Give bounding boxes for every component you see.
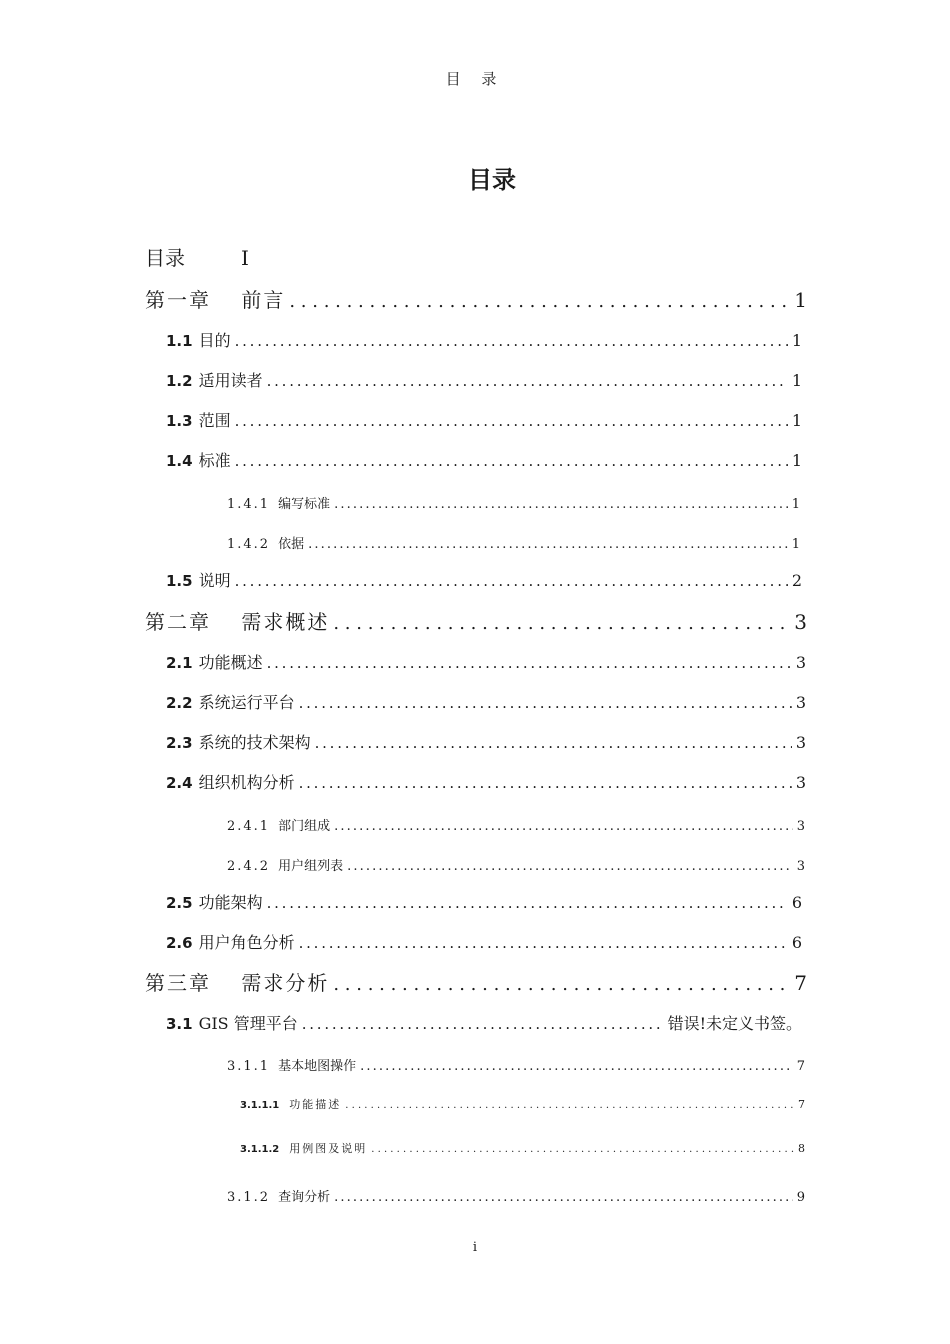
- toc-leader-dots: [235, 572, 788, 590]
- toc-entry-1-4-1[interactable]: [227, 493, 800, 513]
- toc-leader-dots: [334, 497, 788, 512]
- toc-entry-3-1-1[interactable]: [227, 1055, 805, 1075]
- toc-entry-text: 系统运行平台: [198, 693, 295, 712]
- toc-entry-text: 功能架构: [198, 893, 263, 912]
- toc-entry-page: 1: [791, 371, 802, 390]
- toc-entry-page: 3: [796, 819, 805, 834]
- toc-entry-text: 编写标准: [278, 497, 331, 512]
- toc-entry-number: 2.4.1: [227, 819, 271, 834]
- toc-entry-page: 2: [791, 571, 802, 590]
- toc-entry-number: 1.4.1: [227, 497, 271, 512]
- toc-entry-page: 1: [791, 497, 800, 512]
- toc-entry-text: 依据: [278, 537, 305, 552]
- toc-entry-page: 6: [791, 893, 802, 912]
- toc-entry-1-4[interactable]: [166, 448, 802, 472]
- toc-entry-2-1[interactable]: [166, 650, 806, 674]
- toc-leader-dots: [299, 774, 792, 792]
- toc-entry-text: 功能描述: [289, 1098, 342, 1111]
- toc-entry-number: 2.1: [166, 654, 193, 672]
- toc-entry-page: 3: [795, 773, 806, 792]
- toc-entry-text: 基本地图操作: [278, 1059, 357, 1074]
- toc-entry-2-4-1[interactable]: [227, 815, 805, 835]
- toc-entry-2-4-2[interactable]: [227, 855, 805, 875]
- toc-entry-1-3[interactable]: [166, 408, 802, 432]
- toc-entry-3-1-1-1[interactable]: [240, 1096, 805, 1114]
- toc-entry-text: 标准: [198, 451, 231, 470]
- toc-entry-3-1-2[interactable]: [227, 1186, 805, 1206]
- toc-entry-text: 第三章 需求分析: [145, 971, 330, 995]
- toc-leader-dots: [360, 1059, 793, 1074]
- toc-entry-2-2[interactable]: [166, 690, 806, 714]
- toc-entry-page: 6: [791, 933, 802, 952]
- toc-entry-text: 组织机构分析: [198, 773, 295, 792]
- toc-leader-dots: [308, 537, 788, 552]
- toc-entry-number: 2.4.2: [227, 859, 271, 874]
- toc-entry-page: 1: [791, 411, 802, 430]
- toc-entry-text: 部门组成: [278, 819, 331, 834]
- toc-entry-number: 2.2: [166, 694, 193, 712]
- toc-entry-page: 3: [795, 653, 806, 672]
- toc-entry-page: 8: [798, 1142, 805, 1155]
- toc-entry-text: 第一章 前言: [145, 288, 286, 312]
- toc-entry-1-1[interactable]: [166, 328, 802, 352]
- toc-entry-page: 1: [791, 537, 800, 552]
- toc-leader-dots: [333, 613, 790, 634]
- toc-entry-2-5[interactable]: [166, 890, 802, 914]
- toc-entry-2-6[interactable]: [166, 930, 802, 954]
- toc-entry-page: 1: [794, 288, 807, 312]
- toc-entry-number: 3.1: [166, 1015, 193, 1033]
- toc-entry-page: 3: [794, 610, 807, 634]
- toc-entry-page: 7: [796, 1059, 805, 1074]
- toc-entry-page: 1: [791, 331, 802, 350]
- toc-entry-number: 1.4: [166, 452, 193, 470]
- toc-entry-text: 目的: [198, 331, 231, 350]
- toc-entry-page: 3: [795, 693, 806, 712]
- toc-entry-number: 2.4: [166, 774, 193, 792]
- toc-entry-text: 目录: [145, 246, 185, 270]
- toc-entry-number: 3.1.1: [227, 1059, 271, 1074]
- toc-entry-number: 2.3: [166, 734, 193, 752]
- toc-leader-dots: [299, 694, 792, 712]
- toc-entry-page: 3: [796, 859, 805, 874]
- toc-entry-chapter-2[interactable]: [145, 606, 807, 636]
- toc-entry-number: 1.5: [166, 572, 193, 590]
- toc-leader-dots: [235, 332, 788, 350]
- toc-leader-dots: [289, 291, 790, 312]
- toc-entry-page: 错误!未定义书签。: [667, 1014, 802, 1033]
- toc-leader-dots: [302, 1015, 664, 1033]
- running-header: 目 录: [445, 70, 505, 88]
- toc-entry-2-3[interactable]: [166, 730, 806, 754]
- toc-leader-dots: [347, 859, 793, 874]
- toc-entry-number: 3.1.1.2: [240, 1144, 280, 1155]
- toc-leader-dots: [371, 1144, 794, 1155]
- toc-leader-dots: [267, 372, 788, 390]
- toc-entry-3-1[interactable]: [166, 1011, 802, 1035]
- toc-entry-page: I: [241, 246, 249, 270]
- toc-entry-page: 3: [795, 733, 806, 752]
- toc-leader-dots: [333, 974, 790, 995]
- toc-entry-number: 2.5: [166, 894, 193, 912]
- toc-entry-2-4[interactable]: [166, 770, 806, 794]
- toc-entry-number: 1.3: [166, 412, 193, 430]
- toc-entry-text: GIS 管理平台: [198, 1014, 298, 1033]
- toc-entry-page: 7: [794, 971, 807, 995]
- toc-entry-chapter-3[interactable]: [145, 967, 807, 997]
- page-number: i: [472, 1240, 478, 1255]
- toc-leader-dots: [299, 934, 788, 952]
- toc-entry-number: 3.1.1.1: [240, 1100, 280, 1111]
- toc-entry-number: 2.6: [166, 934, 193, 952]
- toc-entry-page: 1: [791, 451, 802, 470]
- toc-entry-text: 用户组列表: [278, 859, 344, 874]
- toc-entry-text: 查询分析: [278, 1190, 331, 1205]
- toc-entry-text: 用例图及说明: [289, 1142, 368, 1155]
- toc-entry-text: 用户角色分析: [198, 933, 295, 952]
- toc-entry-chapter-1[interactable]: [145, 284, 807, 314]
- toc-leader-dots: [235, 452, 788, 470]
- toc-leader-dots: [334, 1190, 793, 1205]
- toc-entry-text: 说明: [198, 571, 231, 590]
- toc-entry-text: 功能概述: [198, 653, 263, 672]
- toc-entry-number: 1.4.2: [227, 537, 271, 552]
- toc-leader-dots: [267, 894, 788, 912]
- toc-entry-number: 1.2: [166, 372, 193, 390]
- toc-entry-1-5[interactable]: [166, 568, 802, 592]
- toc-leader-dots: [345, 1100, 794, 1111]
- toc-entry-number: 3.1.2: [227, 1190, 271, 1205]
- toc-entry-text: 范围: [198, 411, 231, 430]
- toc-leader-dots: [315, 734, 792, 752]
- toc-entry-text: 适用读者: [198, 371, 263, 390]
- toc-entry-1-2[interactable]: [166, 368, 802, 392]
- toc-leader-dots: [235, 412, 788, 430]
- toc-entry-toc[interactable]: [145, 242, 249, 271]
- toc-leader-dots: [334, 819, 793, 834]
- toc-entry-text: 第二章 需求概述: [145, 610, 330, 634]
- toc-leader-dots: [267, 654, 792, 672]
- toc-entry-text: 系统的技术架构: [198, 733, 311, 752]
- page-title: 目录: [468, 166, 516, 194]
- toc-entry-1-4-2[interactable]: [227, 533, 800, 553]
- toc-entry-number: 1.1: [166, 332, 193, 350]
- toc-entry-page: 9: [796, 1190, 805, 1205]
- toc-entry-3-1-1-2[interactable]: [240, 1140, 805, 1158]
- toc-entry-page: 7: [798, 1098, 805, 1111]
